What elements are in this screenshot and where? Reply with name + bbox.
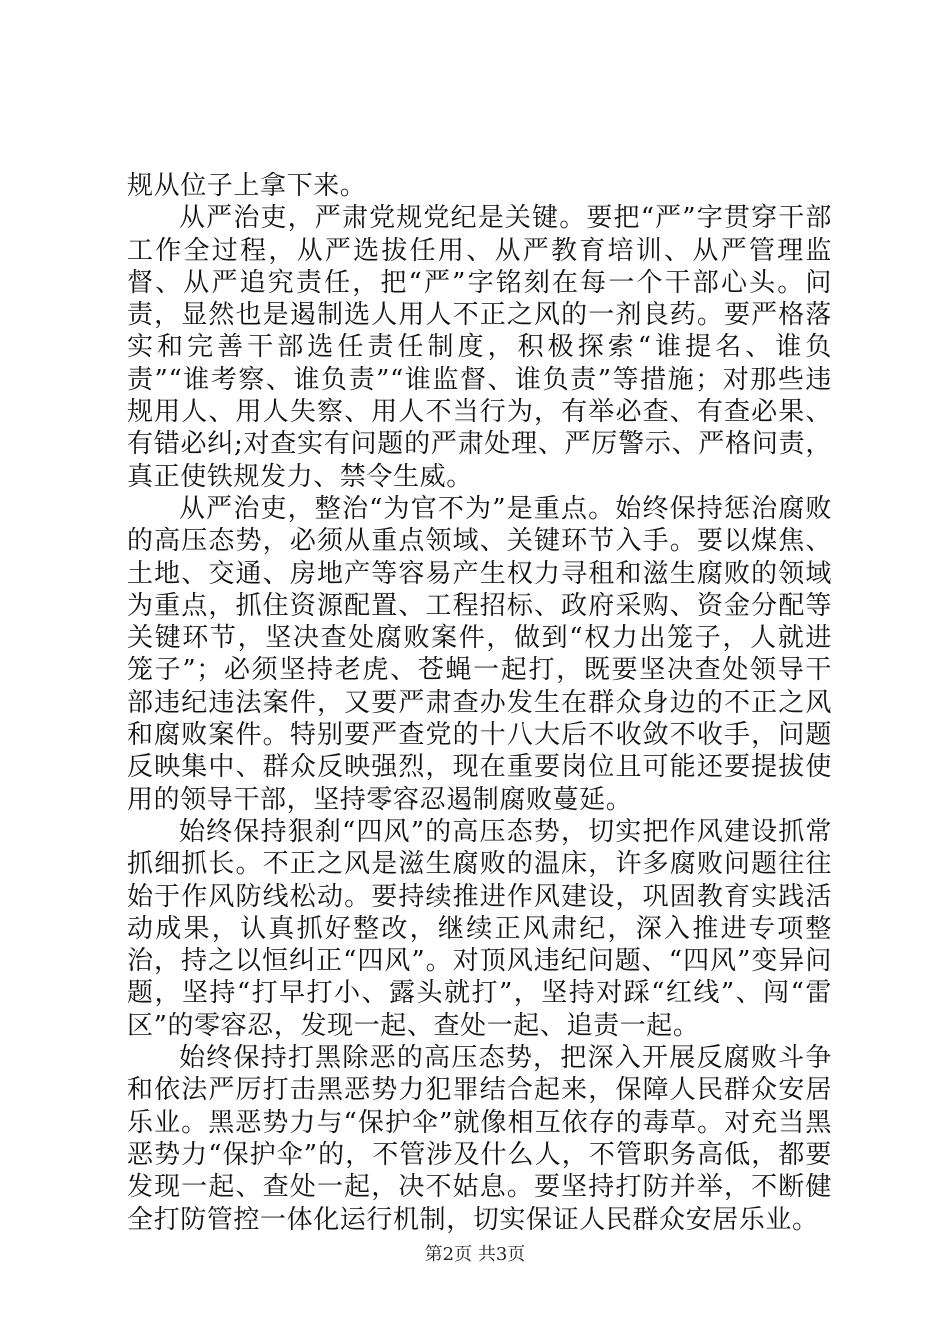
paragraph-5: 始终保持打黑除恶的高压态势，把深入开展反腐败斗争和依法严厉打击黑恶势力犯罪结合起来，保障人民群众安居乐业。黑恶势力与“保护伞”就像相互依存的毒草。对充当黑恶势力“保护伞”的，不管涉及什么人，不管职务高低，都要发现一起、查处一起，决不姑息。要坚持打防并举，不断健全打防管控一体化运行机制，切实保证人民群众安居乐业。 bbox=[127, 1043, 832, 1235]
paragraph-1: 规从位子上拿下来。 bbox=[127, 171, 367, 201]
paragraph-3: 从严治吏，整治“为官不为”是重点。始终保持惩治腐败的高压态势，必须从重点领域、关键环节入手。要以煤焦、土地、交通、房地产等容易产生权力寻租和滋生腐败的领域为重点，抓住资源配置、工程招标、政府采购、资金分配等关键环节，坚决查处腐败案件，做到“权力出笼子，人就进笼子”；必须坚持老虎、苍蝇一起打，既要坚决查处领导干部违纪违法案件，又要严肃查办发生在群众身边的不正之风和腐败案件。特别要严查党的十八大后不收敛不收手，问题反映集中、群众反映强烈，现在重要岗位且可能还要提拔使用的领导干部，坚持零容忍遏制腐败蔓延。 bbox=[127, 493, 832, 815]
document-body bbox=[127, 170, 832, 1236]
paragraph-2: 从严治吏，严肃党规党纪是关键。要把“严”字贯穿干部工作全过程，从严选拔任用、从严教育培训、从严管理监督、从严追究责任，把“严”字铭刻在每一个干部心头。问责，显然也是遏制选人用人不正之风的一剂良药。要严格落实和完善干部选任责任制度，积极探索“谁提名、谁负责”“谁考察、谁负责”“谁监督、谁负责”等措施；对那些违规用人、用人失察、用人不当行为，有举必查、有查必果、有错必纠;对查实有问题的严肃处理、严厉警示、严格问责，真正使铁规发力、禁令生威。 bbox=[127, 203, 832, 492]
page-footer bbox=[0, 1243, 950, 1267]
paragraph-4: 始终保持狠刹“四风”的高压态势，切实把作风建设抓常抓细抓长。不正之风是滋生腐败的温床，许多腐败问题往往始于作风防线松动。要持续推进作风建设，巩固教育实践活动成果，认真抓好整改，继续正风肃纪，深入推进专项整治，持之以恒纠正“四风”。对顶风违纪问题、“四风”变异问题，坚持“打早打小、露头就打”，坚持对踩“红线”、闯“雷区”的零容忍，发现一起、查处一起、追责一起。 bbox=[127, 816, 832, 1041]
page-number: 第2页 共3页 bbox=[424, 1244, 526, 1265]
